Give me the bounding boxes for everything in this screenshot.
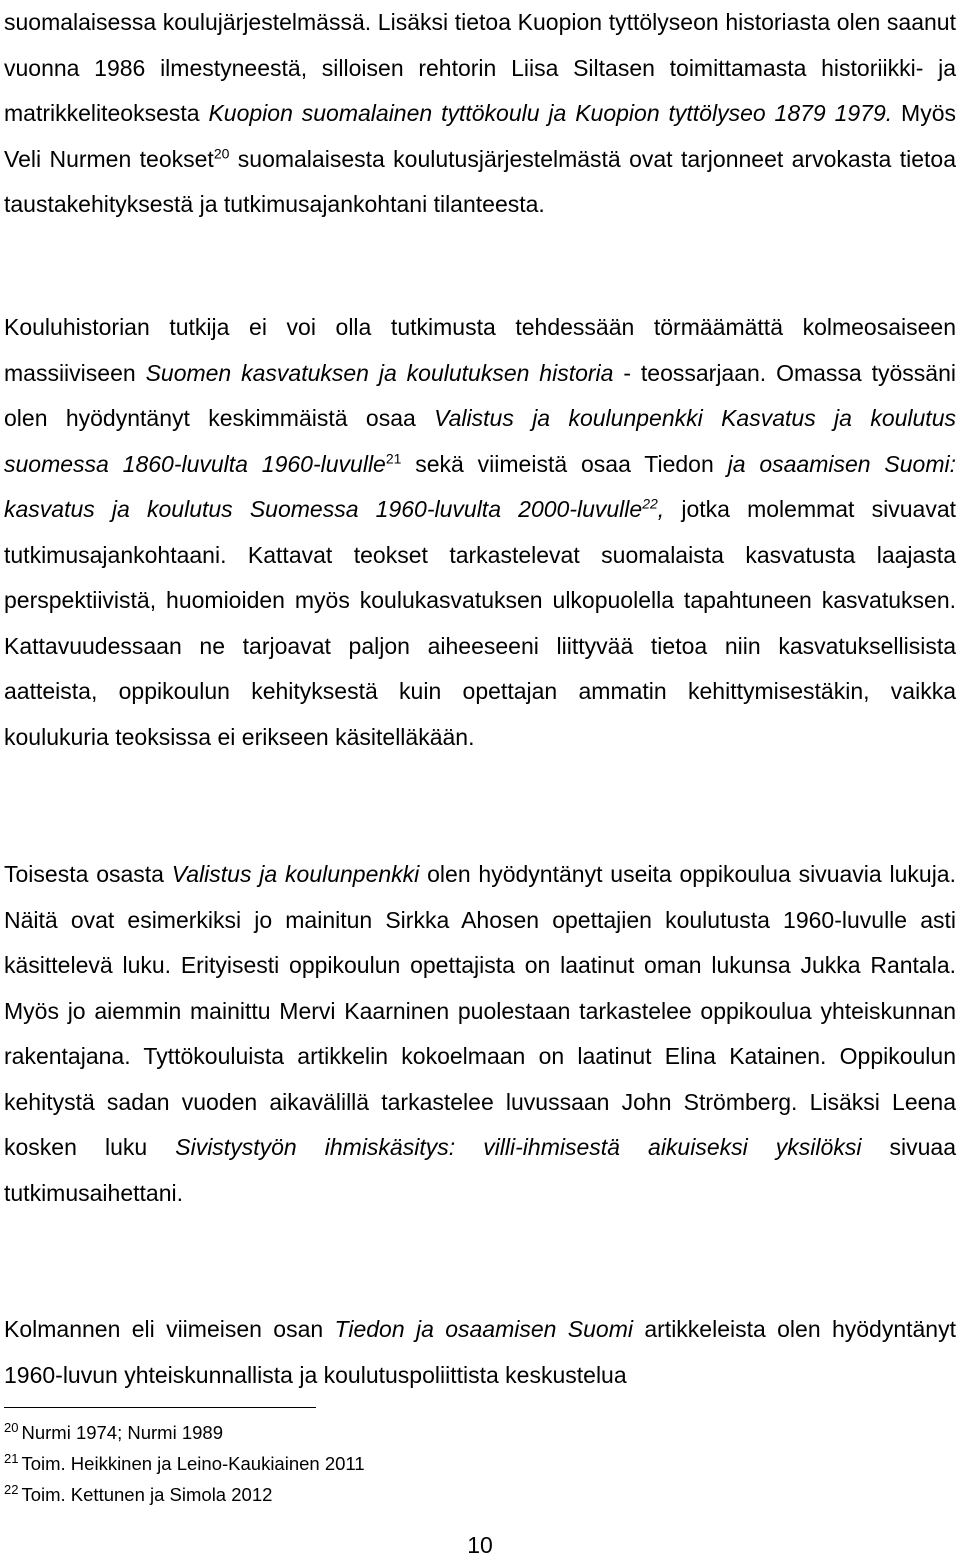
body-paragraph-4	[4, 1307, 956, 1398]
footnote-number: 20	[4, 1420, 19, 1435]
paragraph-text: artikkeleista olen hyödyntänyt 1960-luvun yhteiskunnallista ja koulutuspoliittista keskustelua	[4, 1316, 956, 1388]
footnotes	[4, 1415, 704, 1508]
footnote-reference: 20	[213, 144, 230, 161]
footnote-text: Nurmi 1974; Nurmi 1989	[21, 1422, 223, 1443]
footnote-reference: 22	[642, 495, 658, 512]
italic-title-text: Valistus ja koulunpenkki Kasvatus ja koulutus suomessa 1860-luvulta 1960-luvulle	[4, 405, 956, 477]
footnote-20	[4, 1415, 704, 1446]
footnote-number: 21	[4, 1451, 19, 1466]
body-paragraph-1	[4, 0, 956, 228]
paragraph-text: Toisesta osasta	[4, 861, 172, 887]
page-number: 10	[467, 1532, 493, 1558]
paragraph-text: sekä viimeistä osaa Tiedon	[401, 450, 728, 477]
footnote-number: 22	[4, 1482, 19, 1497]
italic-title-text: ,	[657, 496, 665, 522]
footnote-reference: 21	[385, 449, 402, 466]
italic-title-text: Kuopion suomalainen tyttökoulu ja Kuopion tyttölyseo 1879 1979.	[208, 100, 893, 126]
paragraph-text: sivuaa tutkimusaihettani.	[4, 1134, 957, 1206]
paragraph-text: jotka molemmat sivuavat tutkimusajankohtaani. Kattavat teokset tarkastelevat suomalaista kasvatusta laajasta perspektiivistä, huomioiden myös koulukasvatuksen ulkopuolella tapahtuneen kasvatuksen. Kattavuudessaan ne tarjoavat paljon aiheeseeni liittyvää tietoa niin kasvatuksellisista aatteista, oppikoulun kehityksestä kuin opettajan ammatin kehittymisestäkin, vaikka koulukuria teoksissa ei erikseen käsitelläkään.	[4, 496, 956, 750]
footnote-21	[4, 1446, 704, 1477]
paragraph-text: Myös Veli Nurmen teokset	[4, 100, 956, 172]
paragraph-text: suomalaisesta koulutusjärjestelmästä ovat tarjonneet arvokasta tietoa taustakehityksestä ja tutkimusajankohtani tilanteesta.	[4, 145, 956, 217]
footnote-separator	[4, 1407, 316, 1408]
italic-title-text: Valistus ja koulunpenkki	[171, 861, 420, 887]
paragraph-text: olen hyödyntänyt useita oppikoulua sivuavia lukuja. Näitä ovat esimerkiksi jo mainitun Sirkka Ahosen opettajien koulutusta 1960-luvulle asti käsittelevä luku. Erityisesti oppikoulun opettajista on laatinut oman lukunsa Jukka Rantala. Myös jo aiemmin mainittu Mervi Kaarninen puolestaan tarkastelee oppikoulua yhteiskunnan rakentajana. Tyttökouluista artikkelin kokoelmaan on laatinut Elina Katainen. Oppikoulun kehitystä sadan vuoden aikavälillä tarkastelee luvussaan John Strömberg. Lisäksi Leena kosken luku	[4, 861, 956, 1160]
paragraph-text: - teossarjaan. Omassa työssäni olen hyödyntänyt keskimmäistä osaa	[4, 359, 956, 431]
italic-title-text: Tiedon ja osaamisen Suomi	[334, 1316, 633, 1342]
paragraph-text: Kouluhistorian tutkija ei voi olla tutkimusta tehdessään törmäämättä kolmeosaiseen massiiviseen	[4, 314, 956, 386]
italic-title-text: ja osaamisen Suomi: kasvatus ja koulutus Suomessa 1960-luvulta 2000-luvulle	[4, 450, 956, 522]
footnote-22	[4, 1477, 704, 1508]
paragraph-text: suomalaisessa koulujärjestelmässä. Lisäksi tietoa Kuopion tyttölyseon historiasta olen saanut vuonna 1986 ilmestyneestä, silloisen rehtorin Liisa Siltasen toimittamasta historiikki- ja matrikkeliteoksesta	[4, 9, 956, 126]
footnote-text: Toim. Heikkinen ja Leino-Kaukiainen 2011	[21, 1453, 365, 1474]
body-paragraph-2	[4, 305, 956, 760]
body-paragraph-3	[4, 852, 956, 1216]
italic-title-text: Sivistystyön ihmiskäsitys: villi-ihmisestä aikuiseksi yksilöksi	[175, 1134, 862, 1160]
footnote-text: Toim. Kettunen ja Simola 2012	[21, 1484, 273, 1505]
italic-title-text: Suomen kasvatuksen ja koulutuksen historia	[145, 359, 614, 386]
paragraph-text: Kolmannen eli viimeisen osan	[4, 1316, 335, 1342]
